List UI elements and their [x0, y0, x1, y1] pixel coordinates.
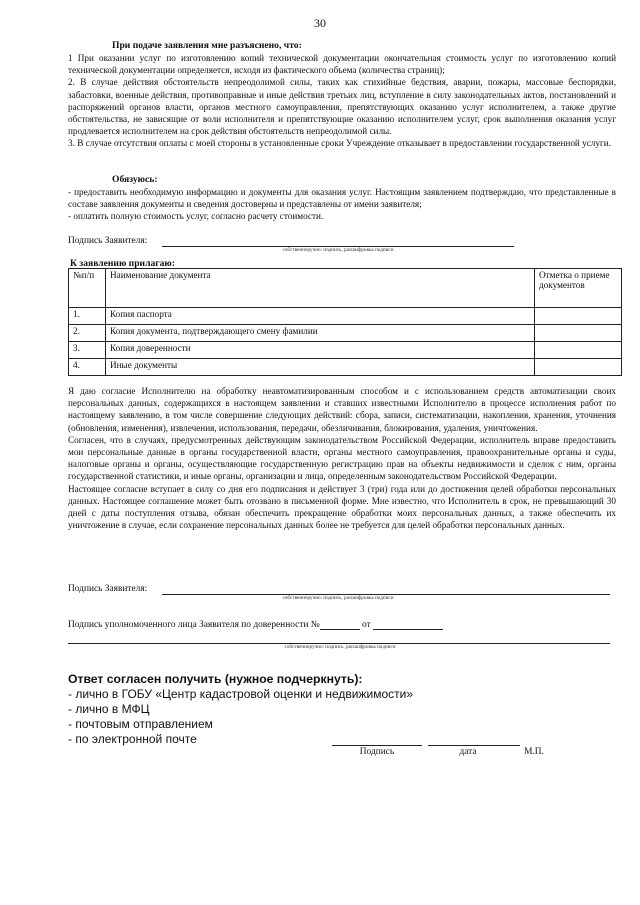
row-mark-cell[interactable]	[535, 325, 622, 342]
signature-caption-2: собственноручно: подпись, расшифровка подписи	[282, 595, 394, 601]
consent-paragraph-2: Согласен, что в случаях, предусмотренных действующим законодательством Российской Федерации, исполнитель вправе предоставить мои персональные данные в органы государственной власти, органы местного самоуправления, правоохранительные органы и суды, налоговые органы и органы, осуществляющие государственную регистрацию прав на объекты недвижимости и сделок с ним, органы государственной статистики, и иные органы, организации и лица, определенным законодательством Российской Федерации.	[68, 434, 616, 482]
answer-option-mfc[interactable]: - лично в МФЦ	[68, 702, 150, 716]
row-mark-cell[interactable]	[535, 342, 622, 359]
applicant-signature-label: Подпись Заявителя:	[68, 236, 148, 246]
explained-list	[68, 52, 616, 150]
answer-option-email[interactable]: - по электронной почте	[68, 732, 197, 746]
row-number: 4.	[69, 359, 106, 376]
proxy-from-text: от	[362, 620, 371, 630]
footer-stamp-label: М.П.	[524, 747, 544, 757]
row-mark-cell[interactable]	[535, 308, 622, 325]
explained-heading: При подаче заявления мне разъяснено, что:	[112, 40, 302, 51]
row-document-name: Иные документы	[106, 359, 535, 376]
consent-paragraph-1: Я даю согласие Исполнителю на обработку неавтоматизированным способом и с использованием средств автоматизации своих персональных данных, содержащихся в настоящем заявлении и ставших известными Исполнителю в процессе исполнения работ по настоящему заявлению, в том числе совершение следующих действий: сбора, записи, систематизации, накопления, хранения, уточнения (обновления, изменения), извлечения, использования, передачи, обезличивания, блокирования, удаления, уничтожения.	[68, 386, 616, 433]
obligation-item-2: - оплатить полную стоимость услуг, согласно расчету стоимости.	[68, 211, 324, 222]
footer-signature-label: Подпись	[359, 747, 395, 757]
table-row	[69, 342, 622, 359]
explained-item-1: 1 При оказании услуг по изготовлению копий технической документации окончательная стоимость услуг по изготовлению копий технической документации определяется, исходя из фактического объема (количества страниц);	[68, 53, 616, 76]
answer-option-office[interactable]: - лично в ГОБУ «Центр кадастровой оценки и недвижимости»	[68, 687, 414, 701]
obligation-item-1: - предоставить необходимую информацию и документы для оказания услуг. Настоящим заявлением подтверждаю, что представленные в составе заявления документы и сведения достоверны и представлены от имени заявителя;	[68, 187, 616, 210]
row-number: 2.	[69, 325, 106, 342]
consent-paragraph-3: Настоящее согласие вступает в силу со дня его подписания и действует 3 (три) года или до достижения целей обработки персональных данных. Настоящее соглашение может быть отозвано в письменной форме. Мне известно, что Исполнитель в срок, не превышающий 30 дней с даты поступления отзыва, обязан обеспечить прекращение обработки моих персональных данных, а также обеспечить их уничтожение в случае, если сохранение персональных данных более не требуется для целей обработки персональных данных.	[68, 483, 616, 531]
row-number: 3.	[69, 342, 106, 359]
column-header-number: №п/п	[69, 269, 106, 308]
obligations-list	[68, 186, 616, 223]
page-number: 30	[314, 16, 326, 30]
footer-signature-line[interactable]	[332, 745, 422, 746]
row-mark-cell[interactable]	[535, 359, 622, 376]
signature-caption-3: собственноручно: подпись, расшифровка подписи	[284, 644, 396, 650]
consent-text	[68, 385, 616, 531]
attachments-table	[68, 268, 622, 376]
table-row	[69, 308, 622, 325]
table-row	[69, 359, 622, 376]
answer-title: Ответ согласен получить (нужное подчеркнуть):	[68, 672, 363, 686]
obligations-heading: Обязуюсь:	[112, 174, 158, 185]
row-number: 1.	[69, 308, 106, 325]
row-document-name: Копия документа, подтверждающего смену фамилии	[106, 325, 535, 342]
footer-date-label: дата	[459, 747, 477, 757]
applicant-signature-label-2: Подпись Заявителя:	[68, 584, 148, 594]
proxy-date-field[interactable]	[373, 629, 443, 630]
signature-caption: собственноручно: подпись, расшифровка подписи	[282, 247, 394, 253]
column-header-mark: Отметка о приеме документов	[535, 269, 622, 308]
attachments-heading: К заявлению прилагаю:	[70, 258, 175, 269]
row-document-name: Копия доверенности	[106, 342, 535, 359]
row-document-name: Копия паспорта	[106, 308, 535, 325]
answer-option-post[interactable]: - почтовым отправлением	[68, 717, 213, 731]
proxy-number-field[interactable]	[320, 629, 360, 630]
explained-item-2: 2. В случае действия обстоятельств непреодолимой силы, таких как стихийные бедствия, аварии, пожары, массовые беспорядки, забастовки, военные действия, противоправные и иные действия третьих лиц, вступление в силу законодательных актов, постановлений и распоряжений органов власти, органов местного самоуправления, препятствующих оказанию услуг исполнителем, а также другие обстоятельства, не зависящие от воли исполнителя и препятствующие оказанию исполнителем услуг, срок выполнения оказания услуг продлевается исполнителем на срок действия обстоятельств непреодолимой силы.	[68, 77, 616, 137]
footer-date-line[interactable]	[428, 745, 520, 746]
table-row	[69, 325, 622, 342]
proxy-signature-label	[68, 620, 443, 630]
column-header-name: Наименование документа	[106, 269, 535, 308]
table-header-row	[69, 269, 622, 308]
explained-item-3: 3. В случае отсутствия оплаты с моей стороны в установленные сроки Учреждение отказывает в предоставлении государственной услуги.	[68, 138, 611, 149]
proxy-signature-text: Подпись уполномоченного лица Заявителя по доверенности №	[68, 620, 320, 630]
